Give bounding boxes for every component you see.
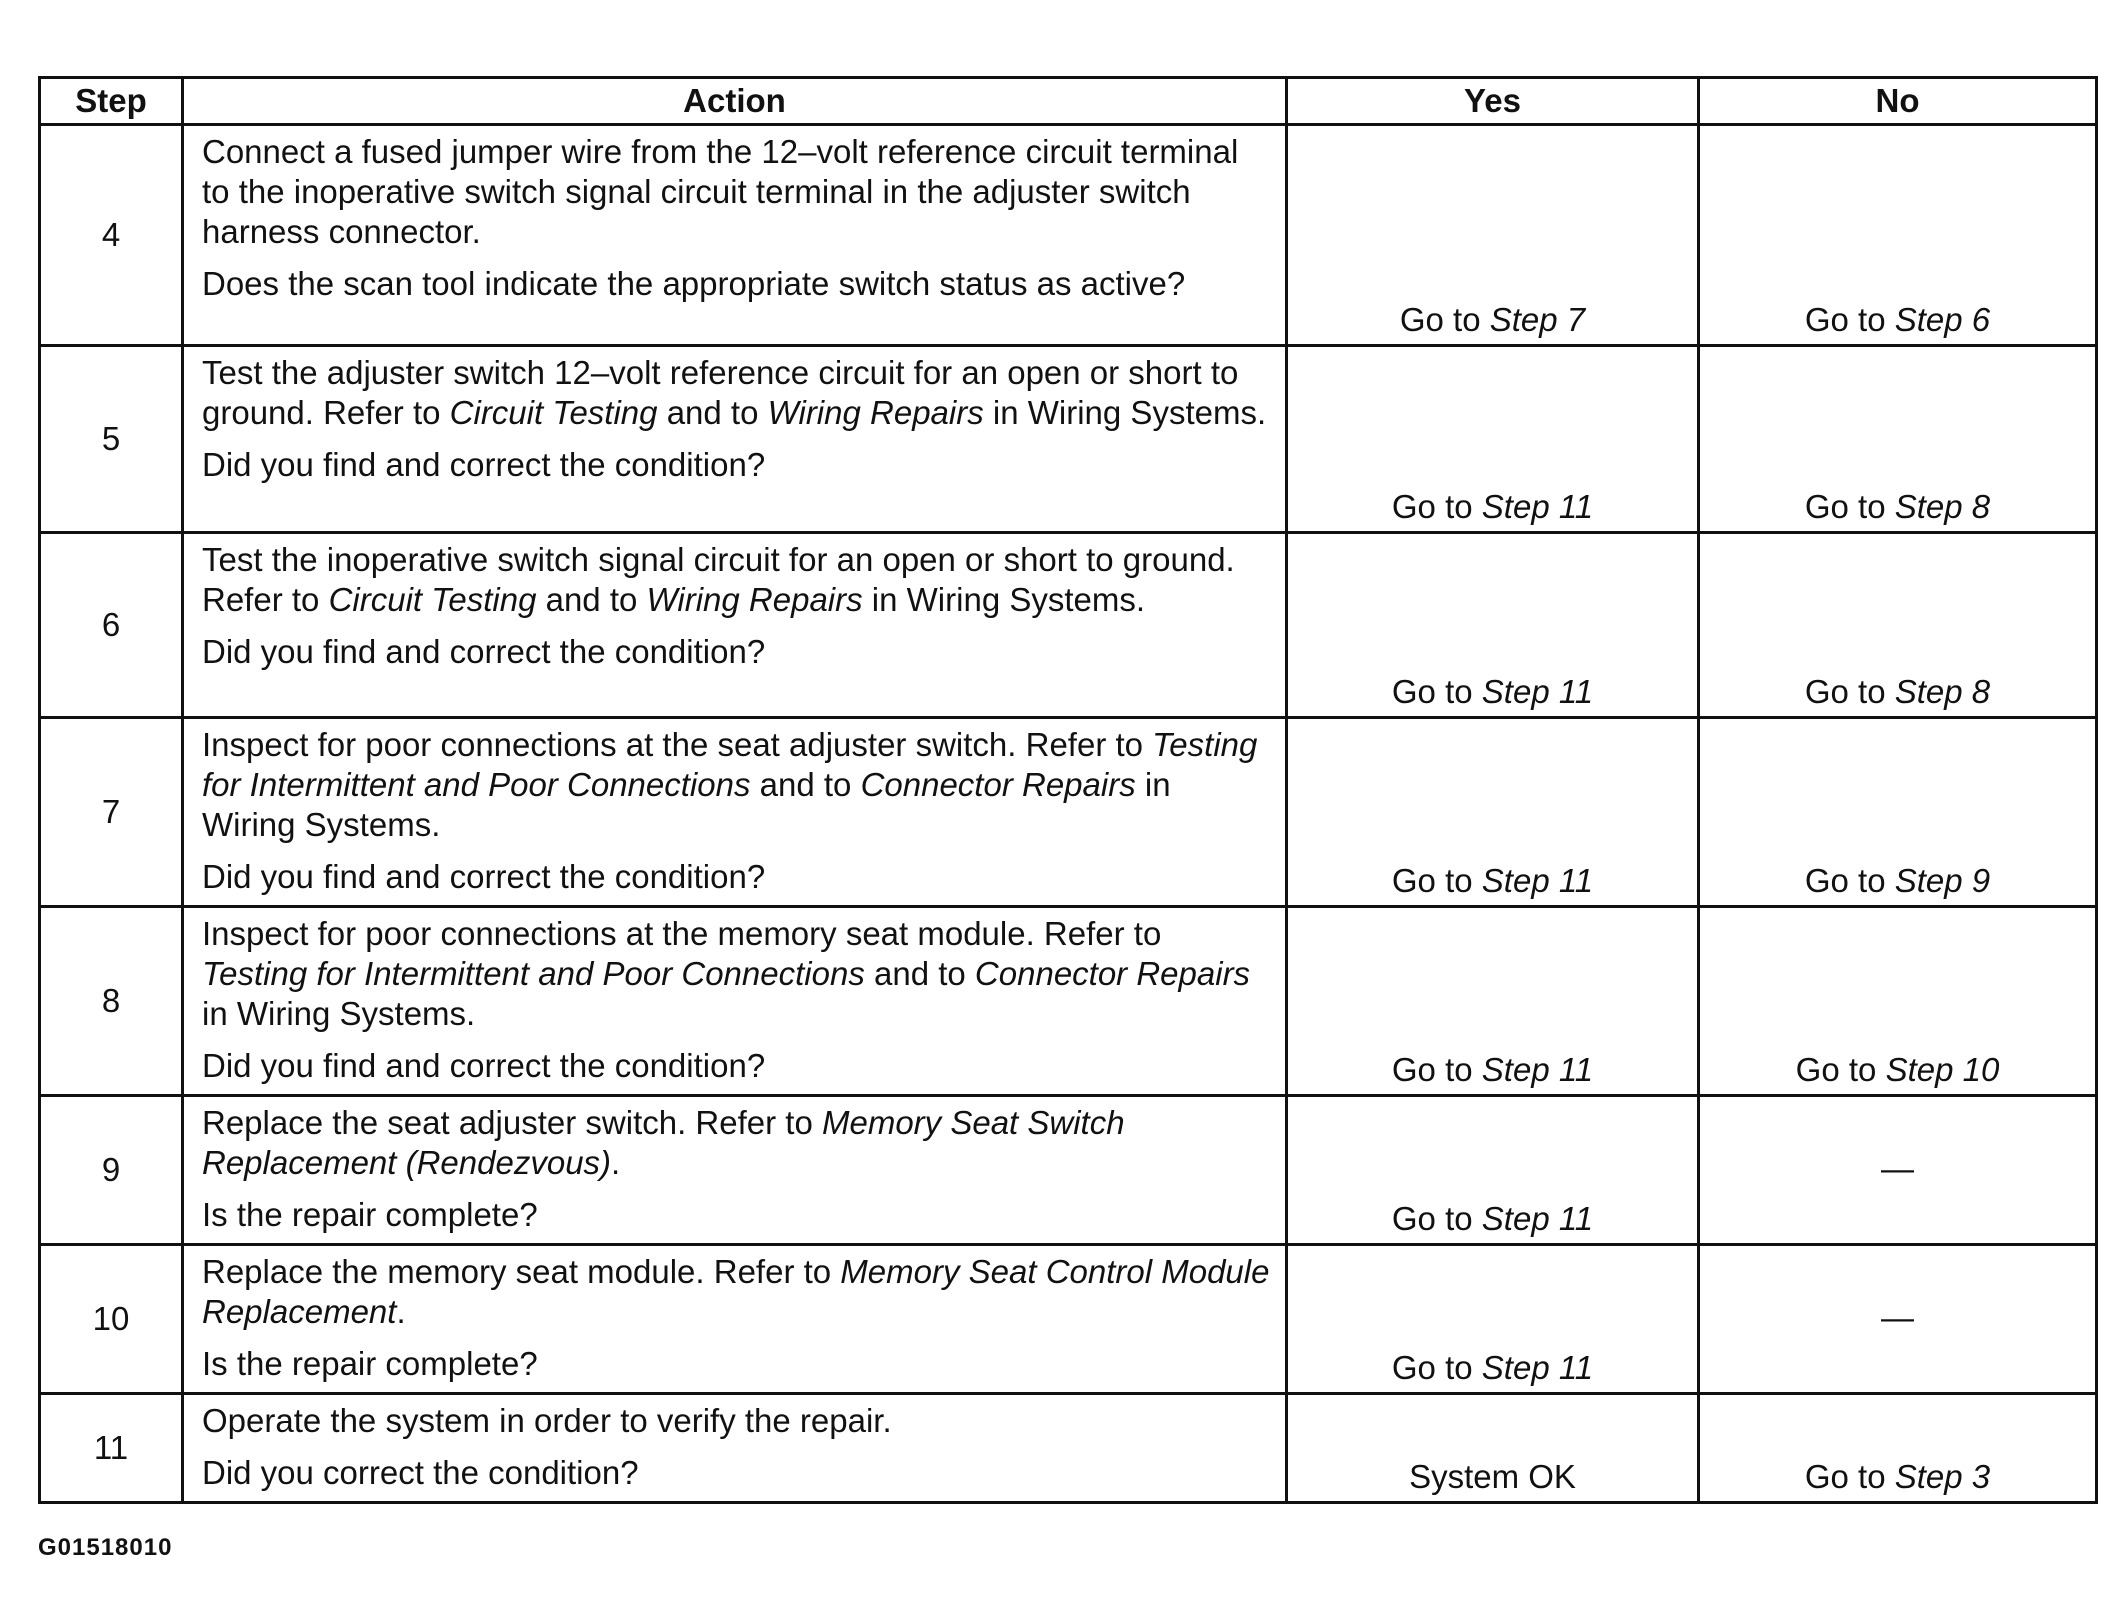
action-text-segment: Test the adjuster switch 12–volt reference circuit for an open or short to ground. Refer to <box>202 354 1239 431</box>
yes-result <box>1287 346 1699 533</box>
reference-link: Wiring Repairs <box>646 581 863 618</box>
yes-result <box>1287 533 1699 718</box>
reference-link: Memory Seat Control Module Replacement <box>202 1253 1270 1330</box>
action-question: Is the repair complete? <box>202 1345 538 1382</box>
action-text-segment: in Wiring Systems. <box>983 394 1267 431</box>
table-row <box>40 533 2097 718</box>
step-number: 7 <box>40 718 183 907</box>
goto-step-link: Step 11 <box>1481 673 1594 710</box>
no-result <box>1699 1394 2097 1503</box>
goto-step-link: Step 3 <box>1894 1458 1991 1495</box>
goto-step-link: Step 11 <box>1481 1051 1594 1088</box>
yes-result <box>1287 1245 1699 1394</box>
goto-prefix: Go to <box>1391 673 1482 710</box>
not-applicable-dash: — <box>1881 1299 1914 1337</box>
step-number: 5 <box>40 346 183 533</box>
action-text-segment: Operate the system in order to verify the repair. <box>202 1402 892 1439</box>
goto-step-link: Step 11 <box>1481 862 1594 899</box>
goto-step-link: Step 8 <box>1894 488 1991 525</box>
action-cell <box>183 533 1287 718</box>
header-action: Action <box>183 78 1287 125</box>
goto-prefix: Go to <box>1399 301 1490 338</box>
goto-prefix: Go to <box>1804 488 1895 525</box>
step-number: 10 <box>40 1245 183 1394</box>
action-text-segment: . <box>396 1293 406 1330</box>
goto-step-link: Step 6 <box>1894 301 1991 338</box>
table-row <box>40 125 2097 346</box>
reference-link: Testing for Intermittent and Poor Connections <box>202 726 1258 803</box>
table-body <box>40 125 2097 1503</box>
action-instruction <box>202 1103 1271 1183</box>
not-applicable-dash: — <box>1881 1150 1914 1188</box>
goto-prefix: Go to <box>1804 1458 1895 1495</box>
goto-prefix: Go to <box>1804 673 1895 710</box>
step-number: 8 <box>40 907 183 1096</box>
no-result <box>1699 125 2097 346</box>
goto-prefix: Go to <box>1804 862 1895 899</box>
reference-link: Testing for Intermittent and Poor Connections <box>202 955 865 992</box>
action-text-segment: . <box>611 1144 621 1181</box>
reference-link: Wiring Repairs <box>767 394 984 431</box>
step-number: 11 <box>40 1394 183 1503</box>
goto-step-link: Step 11 <box>1481 1200 1594 1237</box>
yes-result <box>1287 125 1699 346</box>
no-result <box>1699 718 2097 907</box>
no-result <box>1699 346 2097 533</box>
table-row <box>40 1245 2097 1394</box>
action-question: Does the scan tool indicate the appropriate switch status as active? <box>202 265 1186 302</box>
action-cell <box>183 1245 1287 1394</box>
action-instruction <box>202 1401 1271 1441</box>
action-text-segment: in Wiring Systems. <box>862 581 1146 618</box>
no-result <box>1699 1245 2097 1394</box>
goto-prefix: Go to <box>1391 862 1482 899</box>
goto-prefix: Go to <box>1391 1349 1482 1386</box>
action-instruction <box>202 914 1271 1034</box>
reference-link: Memory Seat Switch Replacement (Rendezvous) <box>202 1104 1125 1181</box>
action-instruction <box>202 540 1271 620</box>
no-result <box>1699 533 2097 718</box>
goto-prefix: Go to <box>1391 1051 1482 1088</box>
action-question: Did you find and correct the condition? <box>202 446 766 483</box>
reference-link: Circuit Testing <box>328 581 537 618</box>
action-question: Did you find and correct the condition? <box>202 858 766 895</box>
action-text-segment: in Wiring Systems. <box>202 995 476 1032</box>
action-text-segment: and to <box>536 581 647 618</box>
action-instruction <box>202 353 1271 433</box>
reference-link: Circuit Testing <box>449 394 658 431</box>
goto-prefix: Go to <box>1391 1200 1482 1237</box>
yes-result <box>1287 718 1699 907</box>
action-text-segment: Inspect for poor connections at the seat adjuster switch. Refer to <box>202 726 1153 763</box>
action-text-segment: Inspect for poor connections at the memory seat module. Refer to <box>202 915 1162 952</box>
step-number: 6 <box>40 533 183 718</box>
goto-step-link: Step 9 <box>1894 862 1991 899</box>
action-text-segment: Replace the seat adjuster switch. Refer to <box>202 1104 822 1141</box>
action-text-segment: and to <box>864 955 975 992</box>
no-result <box>1699 1096 2097 1245</box>
action-text-segment: Replace the memory seat module. Refer to <box>202 1253 841 1290</box>
action-cell <box>183 907 1287 1096</box>
goto-step-link: Step 11 <box>1481 1349 1594 1386</box>
action-text-segment: in Wiring Systems. <box>202 766 1171 843</box>
goto-prefix: Go to <box>1804 301 1895 338</box>
table-row <box>40 1394 2097 1503</box>
action-cell <box>183 125 1287 346</box>
action-text-segment: and to <box>750 766 861 803</box>
goto-step-link: Step 7 <box>1489 301 1586 338</box>
action-question: Did you find and correct the condition? <box>202 633 766 670</box>
result-text: System OK <box>1409 1458 1576 1495</box>
no-result <box>1699 907 2097 1096</box>
action-cell <box>183 346 1287 533</box>
action-question: Did you correct the condition? <box>202 1454 639 1491</box>
step-number: 9 <box>40 1096 183 1245</box>
action-cell <box>183 718 1287 907</box>
reference-link: Connector Repairs <box>860 766 1136 803</box>
action-text-segment: Test the inoperative switch signal circuit for an open or short to ground. Refer to <box>202 541 1235 618</box>
goto-prefix: Go to <box>1391 488 1482 525</box>
step-number: 4 <box>40 125 183 346</box>
goto-step-link: Step 10 <box>1885 1051 2000 1088</box>
action-instruction <box>202 1252 1271 1332</box>
reference-link: Connector Repairs <box>974 955 1251 992</box>
goto-step-link: Step 8 <box>1894 673 1991 710</box>
header-no: No <box>1699 78 2097 125</box>
goto-prefix: Go to <box>1795 1051 1886 1088</box>
table-row <box>40 907 2097 1096</box>
action-instruction <box>202 725 1271 845</box>
action-question: Did you find and correct the condition? <box>202 1047 766 1084</box>
table-row <box>40 346 2097 533</box>
table-row <box>40 1096 2097 1245</box>
action-cell <box>183 1394 1287 1503</box>
diagnostic-table <box>38 76 2098 1504</box>
yes-result <box>1287 1394 1699 1503</box>
action-instruction <box>202 132 1271 252</box>
figure-id: G01518010 <box>38 1534 173 1561</box>
action-text-segment: Connect a fused jumper wire from the 12–volt reference circuit terminal to the inoperative switch signal circuit terminal in the adjuster switch harness connector. <box>202 133 1239 250</box>
table-row <box>40 718 2097 907</box>
action-cell <box>183 1096 1287 1245</box>
action-question: Is the repair complete? <box>202 1196 538 1233</box>
yes-result <box>1287 1096 1699 1245</box>
header-yes: Yes <box>1287 78 1699 125</box>
header-row <box>40 78 2097 125</box>
goto-step-link: Step 11 <box>1481 488 1594 525</box>
yes-result <box>1287 907 1699 1096</box>
header-step: Step <box>40 78 183 125</box>
action-text-segment: and to <box>657 394 768 431</box>
